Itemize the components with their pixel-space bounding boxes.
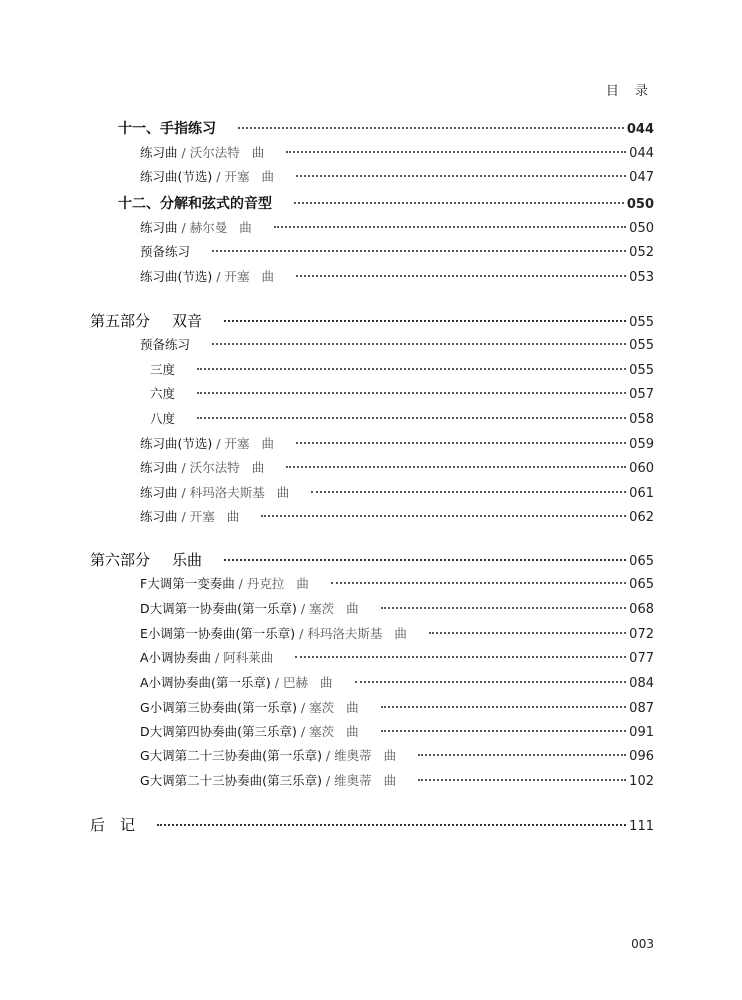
toc-row-entry[interactable]	[140, 218, 654, 236]
toc-title	[118, 118, 216, 138]
composer-name: 科玛洛夫斯基	[189, 485, 265, 500]
page-ref: 050	[629, 221, 654, 236]
page-ref: 065	[629, 554, 654, 569]
page-ref: 057	[629, 387, 654, 402]
toc-title	[90, 814, 135, 835]
entry-title: 练习曲	[140, 145, 178, 160]
entry-title: 三度	[150, 362, 176, 377]
dot-leader	[355, 681, 627, 683]
page-ref: 102	[629, 774, 654, 789]
dot-leader	[296, 275, 626, 277]
composer-suffix: 曲	[276, 485, 290, 500]
dot-leader	[157, 824, 626, 826]
part-subtitle: 乐曲	[172, 551, 203, 569]
composer-suffix: 曲	[296, 576, 309, 591]
entry-title: 十一、手指练习	[118, 121, 216, 137]
toc-row-entry[interactable]	[140, 434, 654, 452]
toc-title	[140, 574, 309, 592]
composer-name: 塞茨	[309, 601, 335, 616]
composer-name: 丹克拉	[246, 576, 285, 591]
entry-title: A小调协奏曲	[140, 650, 212, 665]
entry-title: 练习曲(节选)	[140, 169, 213, 184]
composer-suffix: 曲	[239, 220, 252, 235]
composer-separator: /	[321, 748, 335, 763]
composer-separator: /	[177, 485, 190, 500]
page-ref: 044	[629, 146, 654, 161]
composer-suffix: 曲	[226, 509, 240, 524]
page-ref: 111	[629, 819, 654, 834]
composer-separator: /	[212, 436, 225, 451]
toc-row-entry[interactable]	[140, 599, 654, 617]
dot-leader	[331, 582, 626, 584]
dot-leader	[212, 343, 626, 345]
entry-title: A小调协奏曲(第一乐章)	[140, 675, 271, 690]
entry-title: 第五部分	[90, 312, 151, 330]
composer-suffix: 曲	[346, 601, 359, 616]
entry-title: G大调第二十三协奏曲(第一乐章)	[140, 748, 322, 763]
entry-title: 后 记	[90, 816, 136, 834]
dot-leader	[381, 730, 627, 732]
composer-name: 巴赫	[282, 675, 308, 690]
composer-separator: /	[212, 269, 225, 284]
page-ref: 060	[629, 461, 654, 476]
dot-leader	[197, 417, 626, 419]
dot-leader	[261, 515, 626, 517]
page-ref: 055	[629, 315, 654, 330]
composer-suffix: 曲	[261, 269, 274, 284]
composer-separator: /	[177, 460, 190, 475]
toc-row-entry[interactable]	[140, 771, 654, 789]
composer-separator: /	[270, 675, 283, 690]
page-ref: 055	[629, 363, 654, 378]
composer-suffix: 曲	[261, 169, 274, 184]
entry-title: 练习曲	[140, 220, 178, 235]
composer-separator: /	[177, 145, 190, 160]
toc-title	[140, 648, 273, 666]
composer-suffix: 曲	[383, 748, 397, 763]
composer-suffix: 曲	[320, 675, 333, 690]
entry-title: 十二、分解和弦式的音型	[118, 196, 272, 212]
composer-name: 沃尔法特	[189, 145, 240, 160]
entry-title: E小调第一协奏曲(第一乐章)	[140, 626, 296, 641]
toc-row-entry[interactable]	[140, 746, 654, 764]
toc-title	[90, 310, 202, 331]
page-ref: 072	[629, 627, 654, 642]
page-ref: 068	[629, 602, 654, 617]
composer-separator: /	[212, 169, 225, 184]
toc-row-entry[interactable]	[140, 143, 654, 161]
entry-title: 预备练习	[140, 337, 191, 352]
toc-row-entry[interactable]	[140, 242, 654, 260]
composer-name: 维奥蒂	[334, 748, 372, 763]
dot-leader	[296, 442, 626, 444]
toc-row-part[interactable]	[90, 310, 654, 331]
toc-title	[140, 143, 264, 161]
entry-title: 八度	[150, 411, 176, 426]
page-ref: 096	[629, 749, 654, 764]
composer-name: 开塞	[189, 509, 215, 524]
dot-leader	[197, 392, 626, 394]
page-ref: 047	[629, 170, 654, 185]
toc-row-sub[interactable]	[150, 409, 654, 427]
composer-separator: /	[296, 700, 310, 715]
dot-leader	[294, 202, 624, 204]
toc-title	[140, 698, 359, 716]
running-header: 目 录	[605, 84, 654, 99]
toc-row-entry[interactable]	[140, 722, 654, 740]
entry-title: 练习曲	[140, 509, 178, 524]
dot-leader	[286, 466, 626, 468]
dot-leader	[238, 127, 624, 129]
toc-row-entry[interactable]	[140, 483, 654, 501]
toc-row-chapter[interactable]	[118, 118, 654, 138]
composer-name: 赫尔曼	[189, 220, 228, 235]
page-ref: 055	[629, 338, 654, 353]
dot-leader	[295, 656, 626, 658]
composer-separator: /	[296, 724, 310, 739]
composer-suffix: 曲	[346, 700, 359, 715]
composer-name: 沃尔法特	[189, 460, 240, 475]
dot-leader	[212, 250, 626, 252]
toc-row-sub[interactable]	[150, 384, 654, 402]
composer-name: 开塞	[224, 169, 250, 184]
toc-row-entry[interactable]	[140, 624, 654, 642]
toc-row-part[interactable]	[90, 814, 654, 835]
composer-name: 开塞	[224, 436, 250, 451]
page-ref: 050	[626, 197, 654, 212]
composer-name: 科玛洛夫斯基	[307, 626, 383, 641]
page-ref: 087	[629, 701, 654, 716]
toc-row-entry[interactable]	[140, 167, 654, 185]
page-ref: 084	[629, 676, 654, 691]
toc-row-entry[interactable]	[140, 507, 654, 525]
entry-title: D大调第四协奏曲(第三乐章)	[140, 724, 297, 739]
page-ref: 053	[629, 270, 654, 285]
entry-title: 练习曲(节选)	[140, 269, 213, 284]
composer-separator: /	[296, 601, 310, 616]
toc-title	[140, 483, 289, 501]
page-ref: 077	[629, 651, 654, 666]
composer-separator: /	[177, 220, 190, 235]
toc-row-chapter[interactable]	[118, 193, 654, 213]
composer-separator: /	[177, 509, 190, 524]
page-ref: 044	[626, 122, 654, 137]
toc-title	[140, 771, 396, 789]
toc-title	[140, 507, 239, 525]
entry-title: 练习曲	[140, 460, 178, 475]
page-ref: 062	[629, 510, 654, 525]
toc-title	[140, 746, 396, 764]
toc-row-entry[interactable]	[140, 267, 654, 285]
dot-leader	[381, 706, 627, 708]
composer-suffix: 曲	[251, 145, 265, 160]
part-subtitle: 双音	[172, 312, 203, 330]
dot-leader	[296, 175, 626, 177]
composer-name: 塞茨	[309, 700, 335, 715]
page-number: 003	[631, 937, 654, 951]
dot-leader	[418, 779, 626, 781]
entry-title: 六度	[150, 386, 176, 401]
toc-row-entry[interactable]	[140, 458, 654, 476]
dot-leader	[197, 368, 626, 370]
page-ref: 052	[629, 245, 654, 260]
composer-separator: /	[295, 626, 308, 641]
toc-title	[140, 434, 274, 452]
dot-leader	[286, 151, 626, 153]
dot-leader	[224, 559, 626, 561]
entry-title: 预备练习	[140, 244, 191, 259]
entry-title: D大调第一协奏曲(第一乐章)	[140, 601, 297, 616]
entry-title: 第六部分	[90, 551, 151, 569]
page-ref: 058	[629, 412, 654, 427]
composer-suffix: 曲	[251, 460, 265, 475]
toc-title	[140, 722, 359, 740]
dot-leader	[311, 491, 626, 493]
page-ref: 059	[629, 437, 654, 452]
toc-title	[140, 218, 252, 236]
toc-title	[118, 193, 272, 213]
dot-leader	[224, 320, 626, 322]
toc-row-entry[interactable]	[140, 574, 654, 592]
composer-separator: /	[321, 773, 335, 788]
dot-leader	[429, 632, 626, 634]
toc-title	[150, 384, 175, 402]
page-ref: 091	[629, 725, 654, 740]
toc-title	[140, 267, 274, 285]
composer-name: 维奥蒂	[334, 773, 372, 788]
composer-separator: /	[211, 650, 224, 665]
toc-title	[140, 599, 359, 617]
composer-separator: /	[234, 576, 247, 591]
composer-suffix: 曲	[383, 773, 397, 788]
composer-name: 塞茨	[309, 724, 335, 739]
toc-title	[90, 549, 202, 570]
dot-leader	[418, 754, 626, 756]
toc-row-entry[interactable]	[140, 648, 654, 666]
toc-title	[140, 242, 190, 260]
composer-suffix: 曲	[346, 724, 359, 739]
toc-title	[150, 409, 175, 427]
toc-row-entry[interactable]	[140, 673, 654, 691]
entry-title: F大调第一变奏曲	[140, 576, 235, 591]
dot-leader	[381, 607, 627, 609]
toc-title	[140, 673, 333, 691]
toc-title	[140, 624, 407, 642]
entry-title: G大调第二十三协奏曲(第三乐章)	[140, 773, 322, 788]
composer-suffix: 曲	[261, 436, 274, 451]
entry-title: G小调第三协奏曲(第一乐章)	[140, 700, 297, 715]
entry-title: 练习曲(节选)	[140, 436, 213, 451]
toc-row-sub[interactable]	[150, 360, 654, 378]
page-ref: 061	[629, 486, 654, 501]
toc-title	[140, 335, 190, 353]
toc-row-entry[interactable]	[140, 335, 654, 353]
composer-name: 开塞	[224, 269, 250, 284]
toc-row-part[interactable]	[90, 549, 654, 570]
dot-leader	[274, 226, 626, 228]
composer-name: 阿科莱曲	[223, 650, 274, 665]
toc-title	[150, 360, 175, 378]
entry-title: 练习曲	[140, 485, 178, 500]
composer-suffix: 曲	[394, 626, 407, 641]
toc-title	[140, 458, 264, 476]
page-ref: 065	[629, 577, 654, 592]
toc-title	[140, 167, 274, 185]
toc-row-entry[interactable]	[140, 698, 654, 716]
